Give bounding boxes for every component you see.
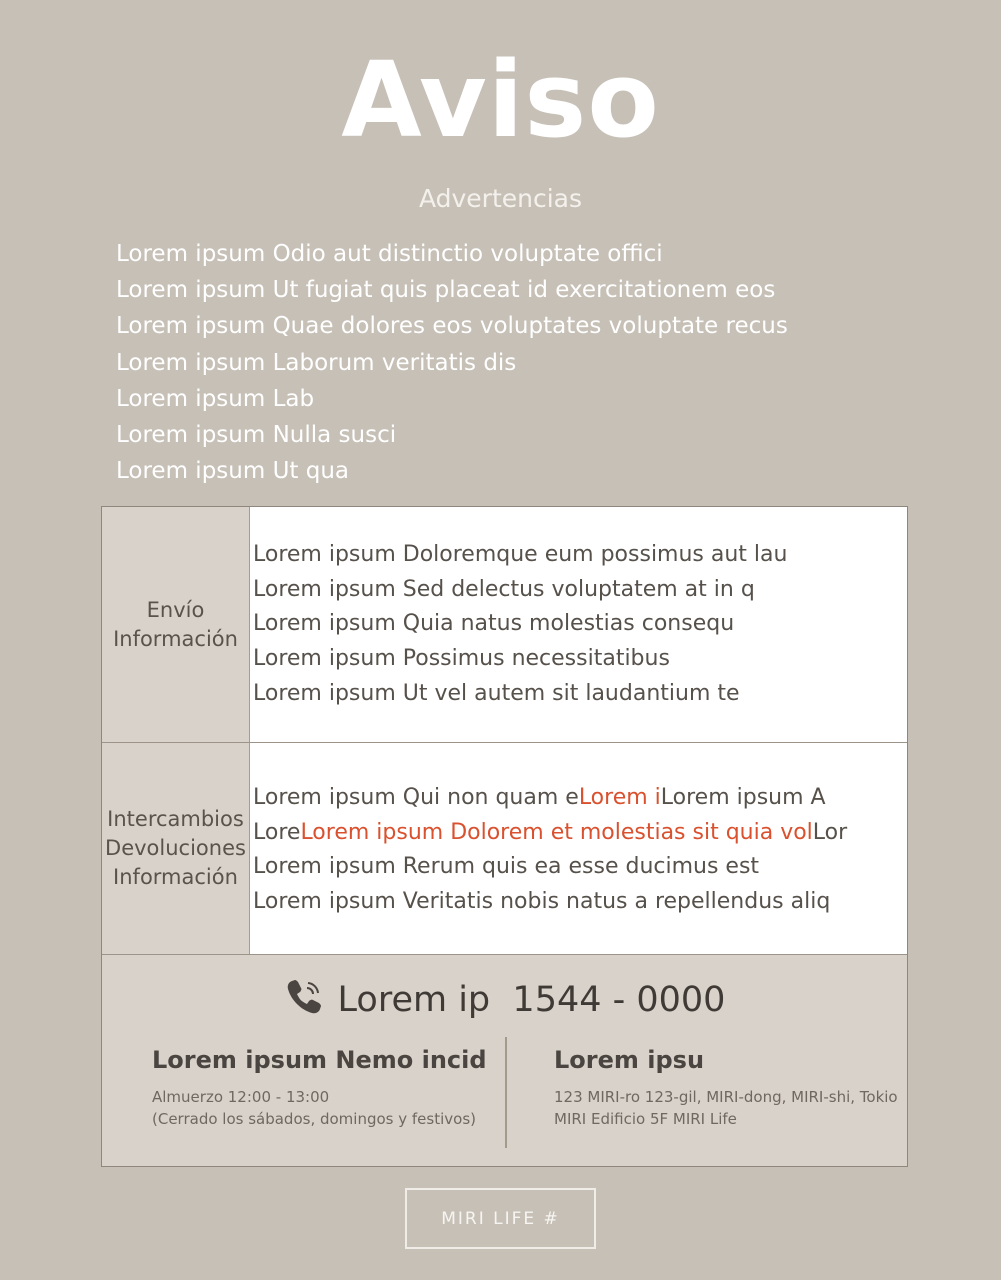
contact-section — [102, 955, 907, 1166]
shipping-label-line: Información — [113, 626, 238, 651]
phone-line — [102, 975, 907, 1025]
warning-item: Lorem ipsum Laborum veritatis dis — [116, 349, 517, 376]
hours-title: Lorem ipsum Nemo incid — [152, 1046, 487, 1074]
shipping-info-line: Lorem ipsum Possimus necessitatibus — [253, 646, 670, 672]
hours-line: (Cerrado los sábados, domingos y festivos) — [152, 1110, 476, 1128]
warnings-list — [116, 236, 788, 489]
highlighted-text: Lorem ipsum Dolorem et molestias sit quia vol — [300, 819, 813, 845]
page-title: Aviso — [341, 39, 660, 161]
hours-line: Almuerzo 12:00 - 13:00 — [152, 1088, 330, 1106]
shipping-info-content — [250, 507, 907, 742]
phone-label: Lorem ip — [337, 980, 491, 1020]
warning-item: Lorem ipsum Lab — [116, 385, 315, 412]
miri-life-button[interactable]: MIRI LIFE # — [405, 1188, 596, 1249]
shipping-info-line: Lorem ipsum Ut vel autem sit laudantium te — [253, 680, 740, 706]
returns-info-content — [250, 743, 907, 954]
page-subtitle: Advertencias — [418, 184, 583, 213]
text-segment: Lorem ipsum A — [660, 785, 826, 810]
text-segment: Lor — [812, 819, 848, 845]
returns-label-line: Intercambios — [107, 807, 244, 831]
address-text — [554, 1086, 904, 1130]
phone-number: 1544 - 0000 — [512, 980, 726, 1020]
hours-column — [152, 1043, 502, 1130]
warning-item: Lorem ipsum Quae dolores eos voluptates voluptate recus — [116, 313, 788, 340]
shipping-info-line: Lorem ipsum Sed delectus voluptatem at in q — [253, 576, 755, 602]
returns-info-label — [102, 743, 250, 954]
warning-item: Lorem ipsum Ut qua — [116, 458, 349, 485]
returns-info-line: Lorem ipsum Rerum quis ea esse ducimus est — [253, 854, 760, 880]
info-table — [101, 506, 908, 1167]
shipping-info-row — [102, 507, 907, 743]
text-segment: Lore — [253, 819, 301, 845]
address-line: MIRI Edificio 5F MIRI Life — [554, 1110, 737, 1128]
column-divider — [505, 1037, 507, 1148]
returns-info-line — [253, 816, 907, 851]
shipping-label-line: Envío — [146, 597, 205, 622]
shipping-info-label — [102, 507, 250, 742]
highlighted-text: Lorem i — [578, 785, 661, 810]
returns-label-line: Devoluciones — [105, 836, 246, 860]
returns-info-line — [253, 781, 907, 816]
warning-item: Lorem ipsum Ut fugiat quis placeat id exercitationem eos — [116, 277, 776, 304]
address-column — [554, 1043, 904, 1130]
returns-info-row — [102, 743, 907, 955]
address-title: Lorem ipsu — [554, 1046, 705, 1074]
warning-item: Lorem ipsum Nulla susci — [116, 422, 397, 449]
returns-info-line: Lorem ipsum Veritatis nobis natus a repellendus aliq — [253, 889, 831, 915]
returns-label-line: Información — [113, 865, 238, 889]
warning-item: Lorem ipsum Odio aut distinctio voluptate offici — [116, 241, 663, 267]
text-segment: Lorem ipsum Qui non quam e — [253, 785, 579, 810]
shipping-info-line: Lorem ipsum Doloremque eum possimus aut lau — [253, 542, 788, 567]
address-line: 123 MIRI-ro 123-gil, MIRI-dong, MIRI-shi, Tokio — [554, 1088, 898, 1106]
phone-ringing-icon — [284, 980, 338, 1020]
hours-text — [152, 1086, 502, 1130]
shipping-info-line: Lorem ipsum Quia natus molestias consequ — [253, 611, 735, 637]
